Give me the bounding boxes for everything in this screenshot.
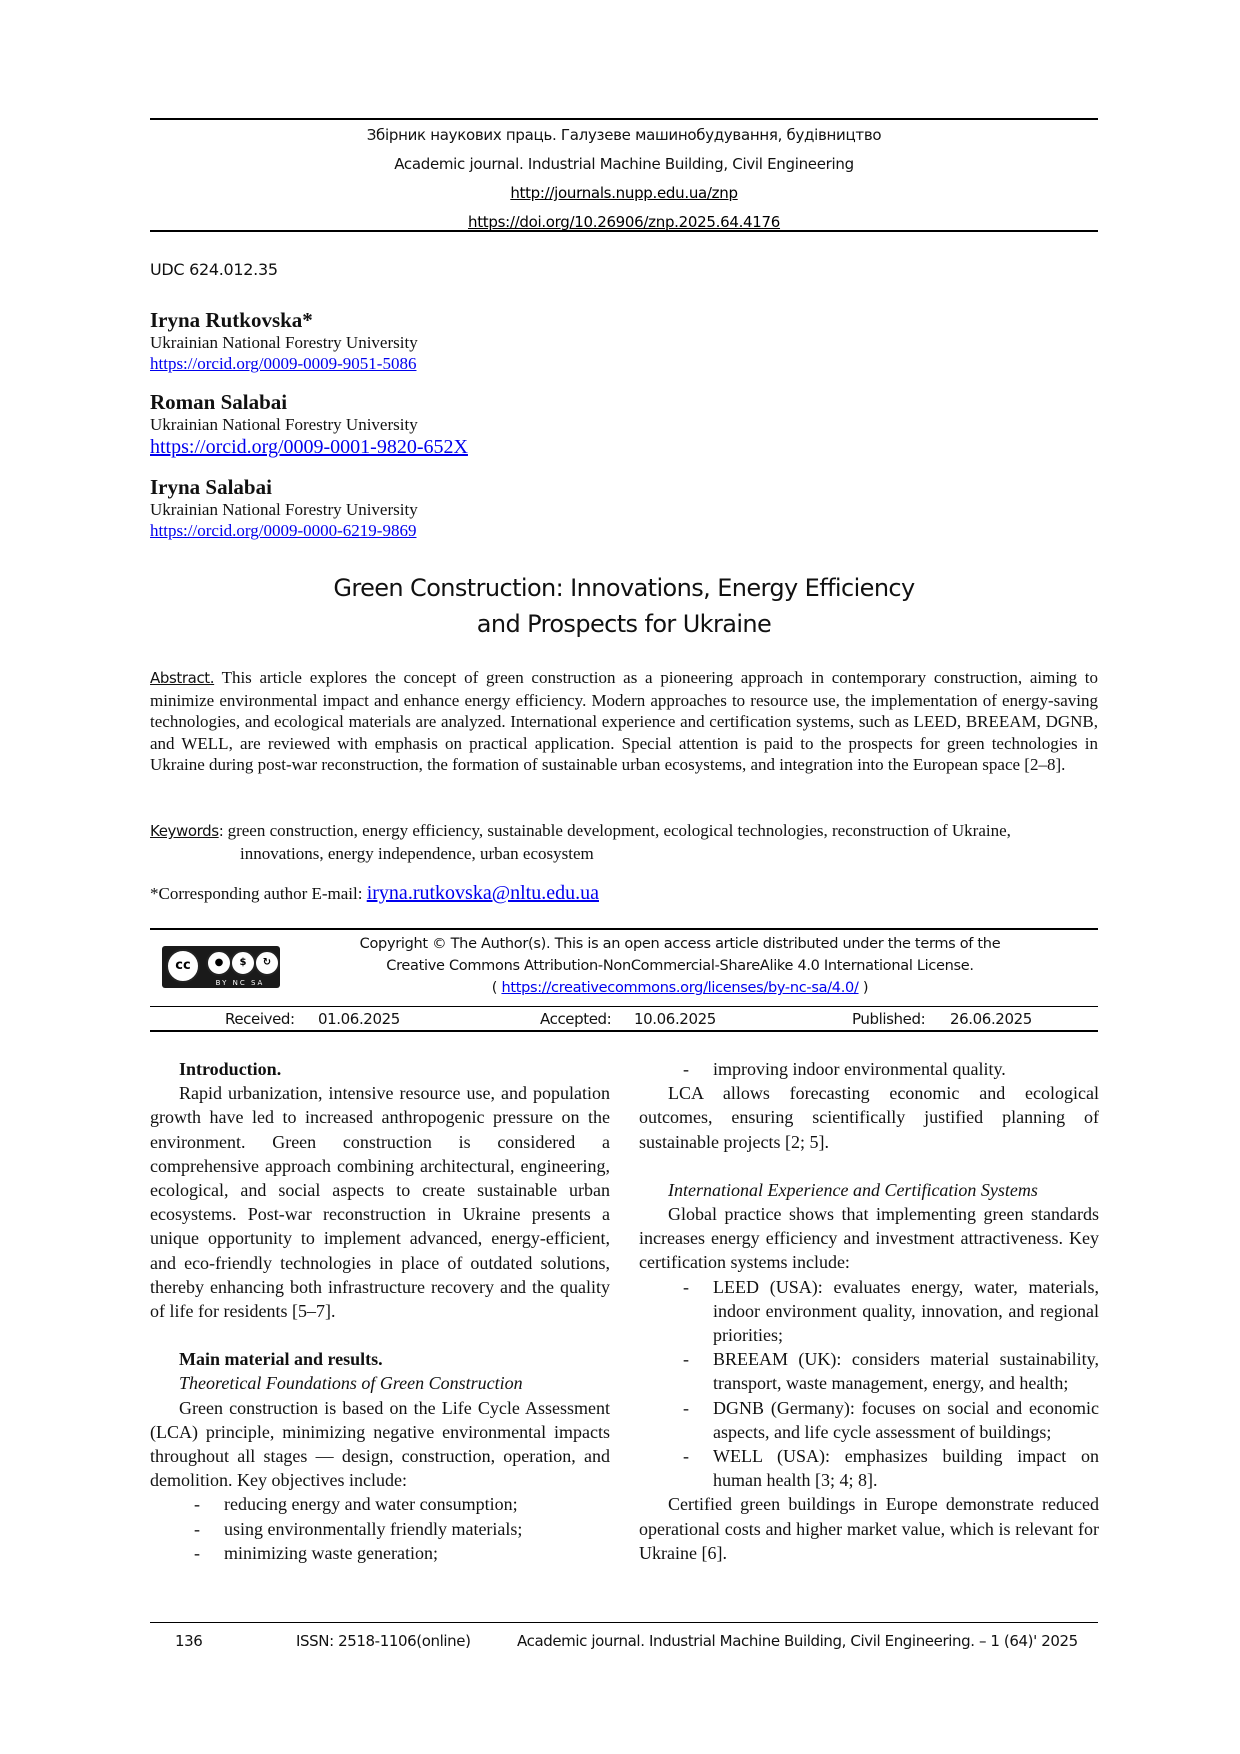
- header-top-rule: [150, 118, 1098, 120]
- author-name: Roman Salabai: [150, 390, 288, 414]
- abstract: [150, 667, 1098, 776]
- journal-citation: Academic journal. Industrial Machine Building, Civil Engineering. – 1 (64)' 2025: [517, 1632, 1078, 1650]
- accepted-date: 10.06.2025: [634, 1010, 716, 1028]
- author-orcid-link[interactable]: https://orcid.org/0009-0001-9820-652X: [150, 436, 468, 458]
- author-block: [150, 390, 468, 459]
- author-name: Iryna Salabai: [150, 475, 272, 499]
- license-url-link[interactable]: https://creativecommons.org/licenses/by-nc-sa/4.0/: [501, 980, 859, 996]
- body-paragraph: LCA allows forecasting economic and ecological outcomes, ensuring scientifically justified planning of sustainable projects [2; 5].: [639, 1083, 1099, 1152]
- doi-link[interactable]: https://doi.org/10.26906/znp.2025.64.4176: [467, 213, 781, 231]
- article-title: [150, 570, 1098, 642]
- published-date: 26.06.2025: [950, 1010, 1032, 1028]
- author-orcid-link[interactable]: https://orcid.org/0009-0000-6219-9869: [150, 521, 417, 540]
- corresponding-label: *Corresponding author E-mail:: [150, 884, 363, 903]
- journal-url-link[interactable]: http://journals.nupp.edu.ua/znp: [510, 184, 738, 202]
- list-item: - DGNB (Germany): focuses on social and economic aspects, and life cycle assessment of buildings;: [639, 1396, 1099, 1444]
- header-bottom-rule: [150, 230, 1098, 232]
- license-line: Creative Commons Attribution-NonCommercial-ShareAlike 4.0 International License.: [386, 958, 974, 974]
- journal-title-ua: Збірник наукових праць. Галузеве машинобудування, будівництво: [366, 126, 882, 144]
- list-item: - BREEAM (UK): considers material sustainability, transport, waste management, energy, and health;: [639, 1347, 1099, 1395]
- received-date: 01.06.2025: [318, 1010, 400, 1028]
- by-person-icon: ●: [206, 950, 232, 976]
- license-statement: Copyright © The Author(s). This is an open access article distributed under the terms of the Creative Commons Attribution-NonCommercial-ShareAlike 4.0 International License. ( https://creativecommons.org/licenses/by-nc-sa/4.0/ ): [330, 933, 1030, 999]
- section-heading: Main material and results.: [179, 1349, 383, 1370]
- body-paragraph: Green construction is based on the Life Cycle Assessment (LCA) principle, minimizing negative environmental impacts throughout all stages — design, construction, operation, and demolition. Key objectives include:: [150, 1397, 610, 1491]
- accepted-label: Accepted:: [540, 1010, 612, 1028]
- author-block: [150, 308, 418, 374]
- keywords-label: Keywords: [150, 822, 219, 840]
- corresponding-email-link[interactable]: iryna.rutkovska@nltu.edu.ua: [366, 882, 599, 904]
- udc-code: UDC 624.012.35: [150, 260, 278, 279]
- dates-top-rule: [150, 1006, 1098, 1007]
- author-name: Iryna Rutkovska*: [150, 308, 313, 332]
- article-title-line: and Prospects for Ukraine: [476, 610, 772, 638]
- list-item: - WELL (USA): emphasizes building impact on human health [3; 4; 8].: [639, 1444, 1099, 1492]
- body-paragraph: Rapid urbanization, intensive resource use, and population growth have led to increased anthropogenic pressure on the environment. Green construction is considered a comprehensive approach combining architectural, engineering, ecological, and social aspects to create sustainable urban ecosystems. Post-war reconstruction in Ukraine presents a unique opportunity to implement advanced, energy-efficient, and eco-friendly technologies in place of outdated solutions, thereby enhancing both infrastructure recovery and the quality of life for residents [5–7].: [150, 1083, 610, 1322]
- license-top-rule: [150, 928, 1098, 930]
- body-column-left: [150, 1057, 610, 1565]
- keywords-text: green construction, energy efficiency, sustainable development, ecological technologies, reconstruction of Ukraine,: [227, 821, 1011, 840]
- journal-title-en: Academic journal. Industrial Machine Building, Civil Engineering: [394, 155, 854, 173]
- published-label: Published:: [852, 1010, 926, 1028]
- cc-icon: cc: [166, 949, 200, 983]
- abstract-label: Abstract.: [150, 669, 215, 687]
- list-item: - LEED (USA): evaluates energy, water, materials, indoor environment quality, innovation, and regional priorities;: [639, 1275, 1099, 1348]
- list-item: - improving indoor environmental quality.: [639, 1057, 1099, 1081]
- body-column-right: [639, 1057, 1099, 1565]
- author-affiliation: Ukrainian National Forestry University: [150, 415, 418, 434]
- objectives-list: [150, 1492, 610, 1565]
- received-label: Received:: [225, 1010, 295, 1028]
- author-affiliation: Ukrainian National Forestry University: [150, 500, 418, 519]
- cc-badge-labels: BY NC SA: [215, 979, 265, 987]
- nc-dollar-icon: $: [230, 950, 256, 976]
- certification-list: [639, 1275, 1099, 1493]
- list-item: - reducing energy and water consumption;: [150, 1492, 610, 1516]
- journal-header: [150, 121, 1098, 237]
- license-line: Copyright © The Author(s). This is an open access article distributed under the terms of the: [359, 936, 1001, 952]
- keywords-text: innovations, energy independence, urban ecosystem: [240, 843, 594, 863]
- list-item: - using environmentally friendly materials;: [150, 1517, 610, 1541]
- subsection-heading: Theoretical Foundations of Green Construction: [179, 1373, 523, 1394]
- sa-circle-arrow-icon: ↻: [254, 950, 280, 976]
- author-block: [150, 475, 418, 541]
- page-number: 136: [175, 1632, 203, 1650]
- list-item: - minimizing waste generation;: [150, 1541, 610, 1565]
- footer-rule: [150, 1622, 1098, 1623]
- subsection-heading: International Experience and Certification Systems: [668, 1179, 1038, 1200]
- section-heading: Introduction.: [179, 1059, 282, 1079]
- body-paragraph: Certified green buildings in Europe demonstrate reduced operational costs and higher market value, which is relevant for Ukraine [6].: [639, 1494, 1099, 1563]
- keywords: Keywords: green construction, energy efficiency, sustainable development, ecological technologies, reconstruction of Ukraine, innovations, energy independence, urban ecosystem: [150, 820, 1098, 864]
- corresponding-author: [150, 882, 599, 905]
- body-paragraph: Global practice shows that implementing green standards increases energy efficiency and investment attractiveness. Key certification systems include:: [639, 1204, 1099, 1273]
- author-affiliation: Ukrainian National Forestry University: [150, 333, 418, 352]
- abstract-text: This article explores the concept of green construction as a pioneering approach in contemporary construction, aiming to minimize environmental impact and enhance energy efficiency. Modern approaches to resource use, the implementation of energy-saving technologies, and ecological materials are analyzed. International experience and certification systems, such as LEED, BREEAM, DGNB, and WELL, are reviewed with emphasis on practical application. Special attention is paid to the prospects for green technologies in Ukraine during post-war reconstruction, the formation of sustainable urban ecosystems, and integration into the European space [2–8].: [150, 668, 1098, 774]
- dates-bottom-rule: [150, 1030, 1098, 1032]
- article-title-line: Green Construction: Innovations, Energy Efficiency: [333, 574, 915, 602]
- objectives-list-continued: [639, 1057, 1099, 1081]
- cc-license-logo: [162, 946, 280, 988]
- issn: ISSN: 2518-1106(online): [296, 1632, 471, 1650]
- author-orcid-link[interactable]: https://orcid.org/0009-0009-9051-5086: [150, 354, 417, 373]
